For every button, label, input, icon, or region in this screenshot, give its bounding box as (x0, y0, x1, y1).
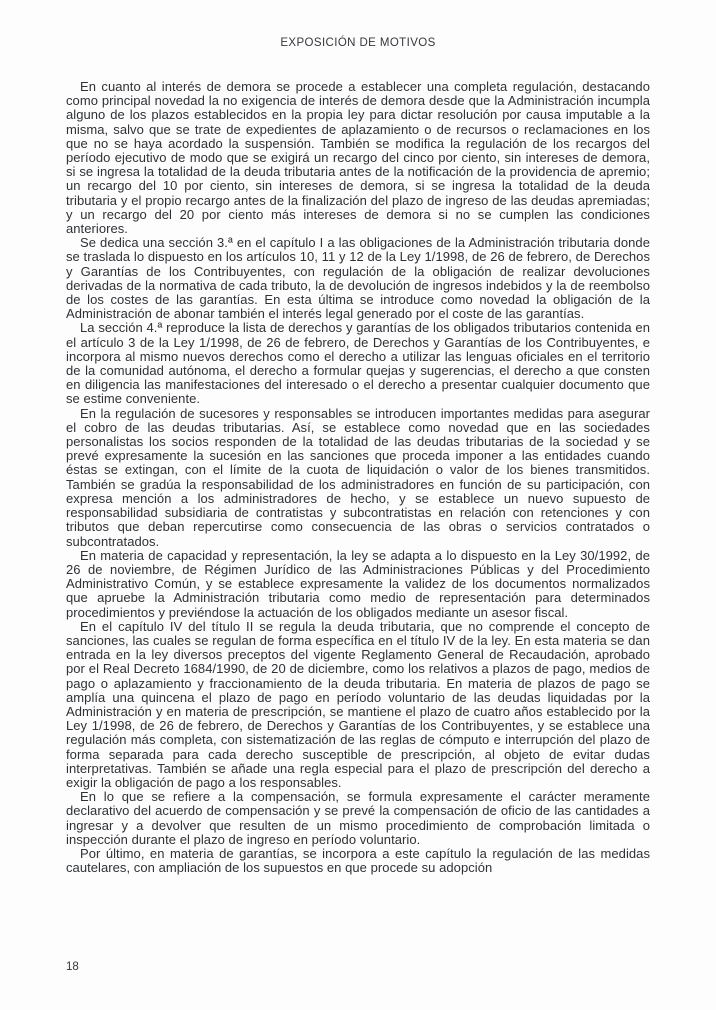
page-number: 18 (66, 961, 79, 973)
paragraph-seccion-4: La sección 4.ª reproduce la lista de derechos y garantías de los obligados tributarios contenida en el artículo 3 de la Ley 1/1998, de 26 de febrero, de Derechos y Garantías de los Contribuyentes, e incorpora al mismo nuevos derechos como el derecho a utilizar las lenguas oficiales en el territorio de la comunidad autónoma, el derecho a formular quejas y sugerencias, el derecho a que consten en diligencia las manifestaciones del interesado o el derecho a presentar cualquier documento que se estime conveniente. (66, 320, 650, 407)
paragraph-capacidad: En materia de capacidad y representación, la ley se adapta a lo dispuesto en la Ley 30/1992, de 26 de noviembre, de Régimen Jurídico de las Administraciones Públicas y del Procedimiento Administrativo Común, y se establece expresamente la validez de los documentos normalizados que apruebe la Administración tributaria como medio de representación para determinados procedimientos y previéndose la actuación de los obligados mediante un asesor fiscal. (66, 547, 650, 620)
paragraph-capitulo-iv: En el capítulo IV del título II se regula la deuda tributaria, que no comprende el concepto de sanciones, las cuales se regulan de forma específica en el título IV de la ley. En esta materia se dan entrada en la ley diversos preceptos del vigente Reglamento General de Recaudación, aprobado por el Real Decreto 1684/1990, de 20 de diciembre, como los relativos a plazos de pago, medios de pago o aplazamiento y fraccionamiento de la deuda tributaria. En materia de plazos de pago se amplía una quincena el plazo de pago en período voluntario de las deudas liquidadas por la Administración y en materia de prescripción, se mantiene el plazo de cuatro años establecido por la Ley 1/1998, de 26 de febrero, de Derechos y Garantías de los Contribuyentes, y se establece una regulación más completa, con sistematización de las reglas de cómputo e interrupción del plazo de forma separada para cada derecho susceptible de prescripción, al objeto de evitar dudas interpretativas. También se añade una regla especial para el plazo de prescripción del derecho a exigir la obligación de pago a los responsables. (66, 618, 650, 790)
document-body (66, 80, 650, 875)
paragraph-compensacion: En lo que se refiere a la compensación, se formula expresamente el carácter meramente declarativo del acuerdo de compensación y se prevé la compensación de oficio de las cantidades a ingresar y a devolver que resulten de un mismo procedimiento de comprobación limitada o inspección durante el plazo de ingreso en período voluntario. (66, 789, 650, 847)
paragraph-sucesores: En la regulación de sucesores y responsables se introducen importantes medidas para asegurar el cobro de las deudas tributarias. Así, se establece como novedad que en las sociedades personalistas los socios responden de la totalidad de las deudas tributarias de la sociedad y se prevé expresamente la sucesión en las sanciones que proceda imponer a las entidades cuando éstas se extingan, con el límite de la cuota de liquidación o valor de los bienes transmitidos. También se gradúa la responsabilidad de los administradores en función de su participación, con expresa mención a los administradores de hecho, y se establece un nuevo supuesto de responsabilidad subsidiaria de contratistas y subcontratistas en relación con retenciones y con tributos que deban repercutirse como consecuencia de las obras o servicios contratados o subcontratados. (66, 405, 650, 549)
paragraph-garantias: Por último, en materia de garantías, se incorpora a este capítulo la regulación de las medidas cautelares, con ampliación de los supuestos en que procede su adopción (66, 845, 650, 876)
paragraph-seccion-3: Se dedica una sección 3.ª en el capítulo I a las obligaciones de la Administración tributaria donde se traslada lo dispuesto en los artículos 10, 11 y 12 de la Ley 1/1998, de 26 de febrero, de Derechos y Garantías de los Contribuyentes, con regulación de la obligación de realizar devoluciones derivadas de la normativa de cada tributo, la de devolución de ingresos indebidos y la de reembolso de los costes de las garantías. En esta última se introduce como novedad la obligación de la Administración de abonar también el interés legal generado por el coste de las garantías. (66, 235, 650, 322)
document-heading: EXPOSICIÓN DE MOTIVOS (280, 37, 436, 49)
paragraph-interes-demora: En cuanto al interés de demora se procede a establecer una completa regulación, destacando como principal novedad la no exigencia de interés de demora desde que la Administración incumpla alguno de los plazos establecidos en la propia ley para dictar resolución por causa imputable a la misma, salvo que se trate de expedientes de aplazamiento o de recursos o reclamaciones en los que no se haya acordado la suspensión. También se modifica la regulación de los recargos del período ejecutivo de modo que se exigirá un recargo del cinco por ciento, sin intereses de demora, si se ingresa la totalidad de la deuda tributaria antes de la notificación de la providencia de apremio; un recargo del 10 por ciento, sin intereses de demora, si se ingresa la totalidad de la deuda tributaria y el propio recargo antes de la finalización del plazo de ingreso de las deudas apremiadas; y un recargo del 20 por ciento más intereses de demora si no se cumplen las condiciones anteriores. (66, 79, 650, 237)
